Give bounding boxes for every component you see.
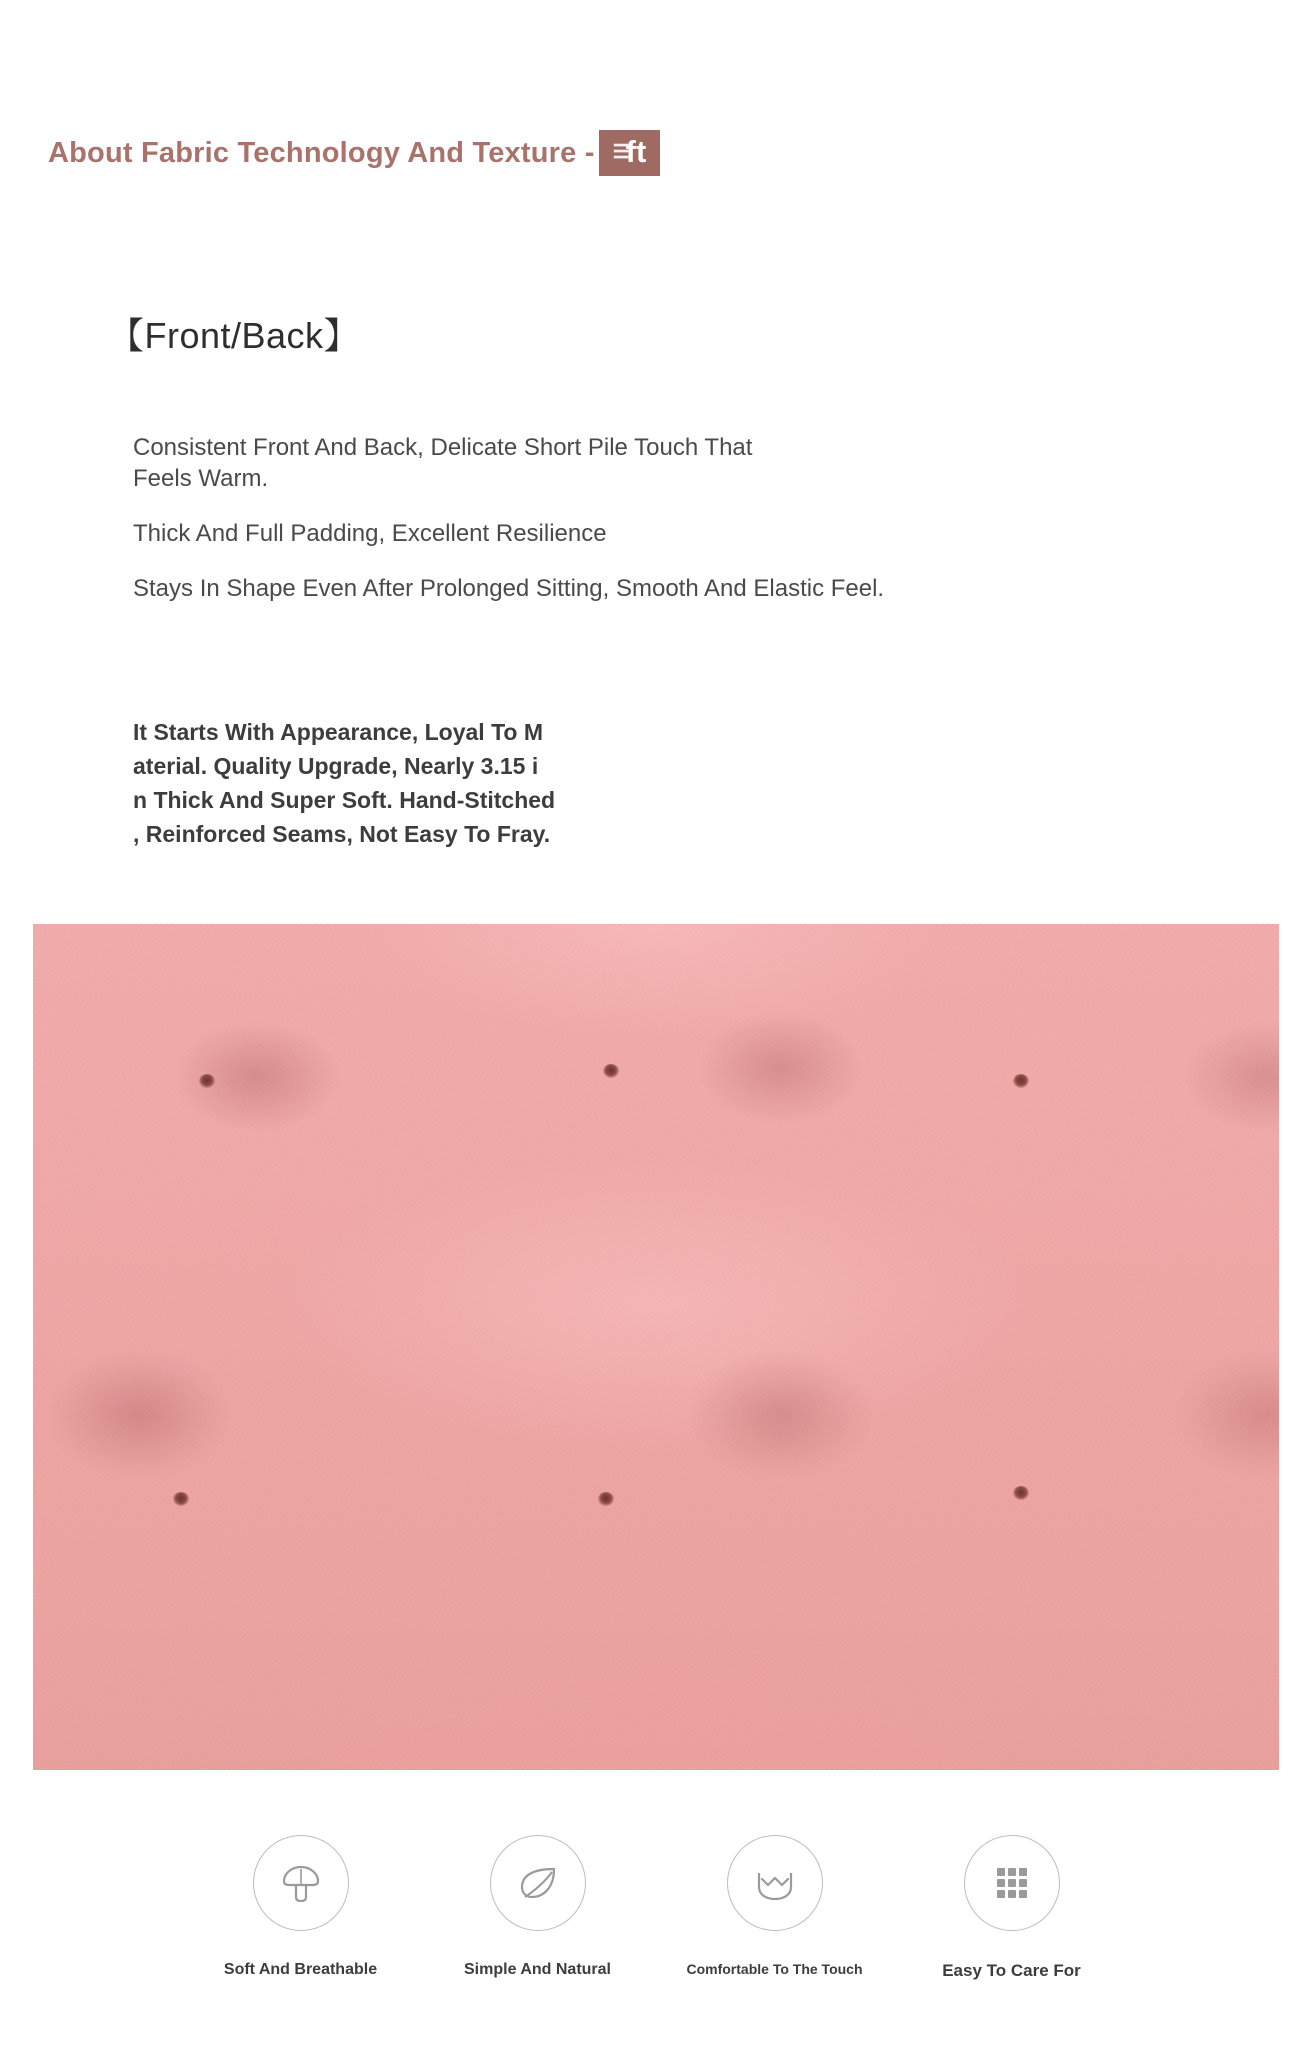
copy-line: Stays In Shape Even After Prolonged Sitting, Smooth And Elastic Feel. xyxy=(133,575,885,602)
fabric-grain-overlay xyxy=(33,924,1279,1770)
highlight-paragraph xyxy=(133,715,733,851)
product-photo xyxy=(33,924,1279,1770)
section-heading: 【Front/Back】 xyxy=(108,315,361,356)
tuft-dimple xyxy=(173,1492,189,1506)
leaf-icon xyxy=(512,1857,564,1909)
menu-lines-icon: ☰ xyxy=(612,141,630,163)
feature-icon-circle xyxy=(490,1835,586,1931)
feature-icon-circle xyxy=(253,1835,349,1931)
feature-item xyxy=(656,1835,893,1981)
highlight-line: n Thick And Super Soft. Hand-Stitched xyxy=(133,787,556,813)
feature-label: Soft And Breathable xyxy=(223,1961,378,1978)
tuft-dimple xyxy=(1013,1074,1029,1088)
page-header xyxy=(48,130,660,176)
body-copy xyxy=(133,432,1133,604)
tuft-dimple xyxy=(603,1064,619,1078)
tuft-dimple xyxy=(1013,1486,1029,1500)
fabric-texture xyxy=(33,924,1279,1770)
mushroom-softness-icon xyxy=(275,1857,327,1909)
feature-list xyxy=(0,1835,1312,1981)
copy-line: Thick And Full Padding, Excellent Resilience xyxy=(133,520,607,547)
feature-label: Simple And Natural xyxy=(464,1961,611,1978)
header-badge-label: ft xyxy=(625,133,647,169)
feature-icon-circle xyxy=(964,1835,1060,1931)
highlight-line: aterial. Quality Upgrade, Nearly 3.15 i xyxy=(133,753,539,779)
feature-item xyxy=(182,1835,419,1981)
grid-squares-icon xyxy=(986,1857,1038,1909)
header-badge xyxy=(599,130,661,176)
feature-label: Easy To Care For xyxy=(942,1961,1081,1980)
highlight-line: It Starts With Appearance, Loyal To M xyxy=(133,719,544,745)
wash-basin-icon xyxy=(749,1857,801,1909)
page-title: About Fabric Technology And Texture - xyxy=(48,136,595,169)
tuft-dimple xyxy=(598,1492,614,1506)
feature-label: Comfortable To The Touch xyxy=(686,1961,863,1977)
feature-item xyxy=(893,1835,1130,1981)
highlight-line: , Reinforced Seams, Not Easy To Fray. xyxy=(133,821,551,847)
feature-icon-circle xyxy=(727,1835,823,1931)
copy-line: Consistent Front And Back, Delicate Short Pile Touch That Feels Warm. xyxy=(133,434,753,492)
tuft-dimple xyxy=(199,1074,215,1088)
feature-item xyxy=(419,1835,656,1981)
